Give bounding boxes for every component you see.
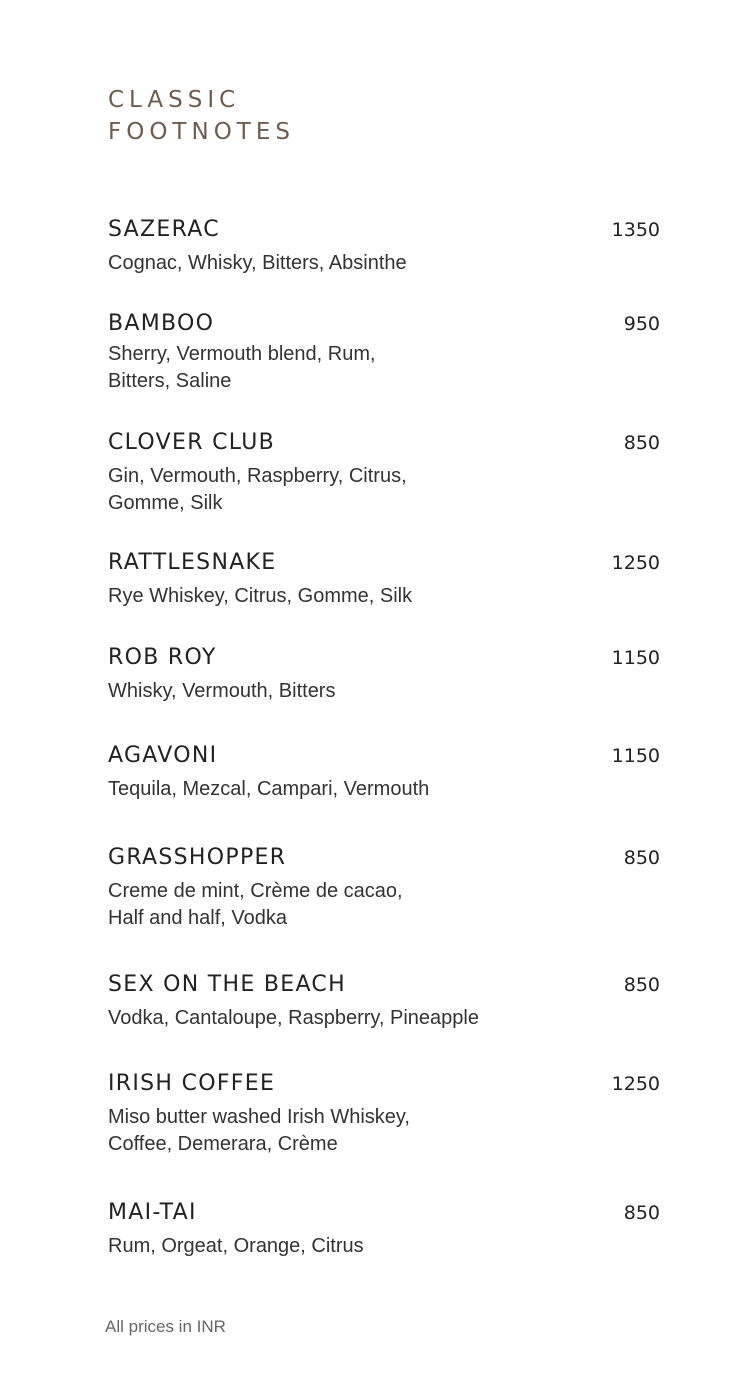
- item-name: IRISH COFFEE: [108, 1071, 276, 1096]
- price-footnote: All prices in INR: [105, 1317, 226, 1336]
- item-name: AGAVONI: [108, 743, 218, 768]
- item-price: 1250: [611, 1073, 660, 1095]
- item-description: Tequila, Mezcal, Campari, Vermouth: [108, 778, 430, 800]
- menu-heading-line-2: FOOTNOTES: [108, 119, 295, 145]
- item-description: Creme de mint, Crème de cacao, Half and half, Vodka: [108, 880, 403, 929]
- item-description: Gin, Vermouth, Raspberry, Citrus, Gomme, Silk: [108, 465, 407, 514]
- item-name: CLOVER CLUB: [108, 430, 276, 455]
- item-name: ROB ROY: [108, 645, 217, 670]
- item-description: Rum, Orgeat, Orange, Citrus: [108, 1235, 364, 1257]
- menu-heading-line-1: CLASSIC: [108, 87, 241, 113]
- item-price: 850: [623, 432, 660, 454]
- item-description: Rye Whiskey, Citrus, Gomme, Silk: [108, 585, 413, 607]
- item-description: Vodka, Cantaloupe, Raspberry, Pineapple: [108, 1007, 479, 1029]
- item-name: RATTLESNAKE: [108, 550, 277, 575]
- item-price: 850: [623, 1202, 660, 1224]
- item-price: 850: [623, 974, 660, 996]
- item-price: 1250: [611, 552, 660, 574]
- item-name: MAI-TAI: [108, 1200, 197, 1225]
- item-name: GRASSHOPPER: [108, 845, 287, 870]
- item-name: BAMBOO: [108, 311, 215, 336]
- item-price: 850: [623, 847, 660, 869]
- item-price: 1150: [611, 647, 660, 669]
- item-description: Sherry, Vermouth blend, Rum, Bitters, Saline: [108, 343, 376, 392]
- item-price: 1350: [611, 219, 660, 241]
- item-description: Miso butter washed Irish Whiskey, Coffee, Demerara, Crème: [108, 1106, 410, 1155]
- item-name: SAZERAC: [108, 217, 220, 242]
- item-price: 950: [623, 313, 660, 335]
- item-name: SEX ON THE BEACH: [108, 972, 346, 997]
- item-description: Whisky, Vermouth, Bitters: [108, 680, 336, 702]
- item-price: 1150: [611, 745, 660, 767]
- menu-heading: [108, 84, 295, 148]
- item-description: Cognac, Whisky, Bitters, Absinthe: [108, 252, 407, 274]
